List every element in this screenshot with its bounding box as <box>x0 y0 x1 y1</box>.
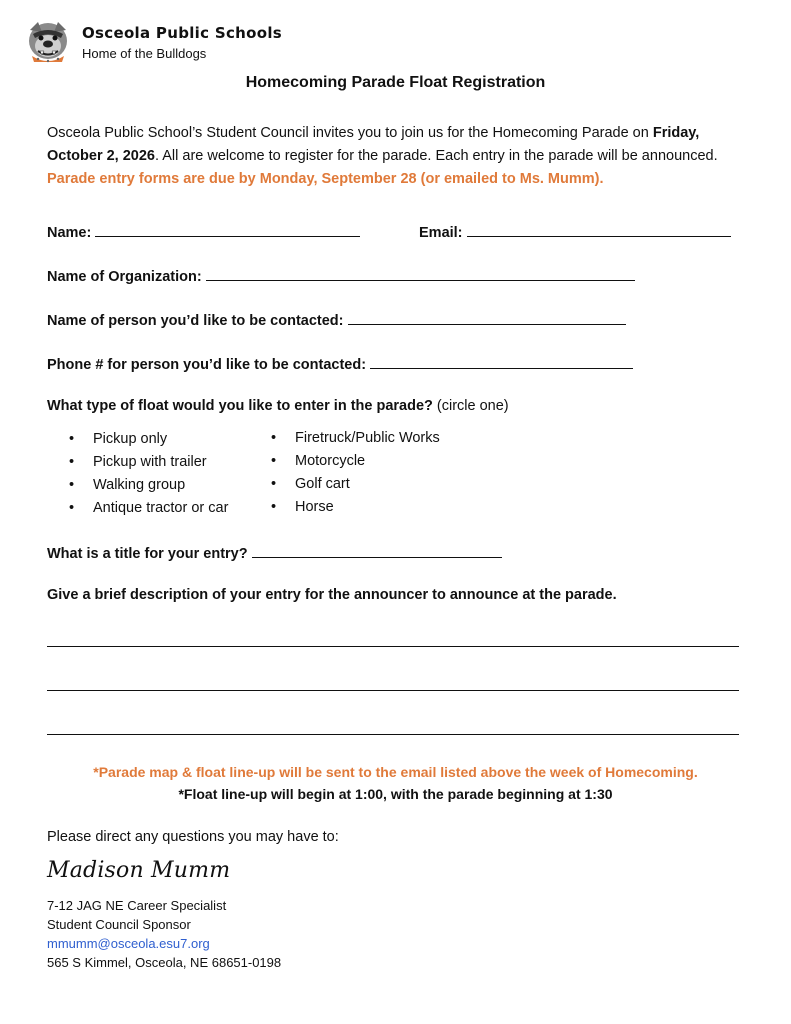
deadline-notice: Parade entry forms are due by Monday, September 28 (or emailed to Ms. Mumm). <box>47 171 604 187</box>
name-field[interactable] <box>47 222 360 241</box>
bullet-icon: • <box>271 499 277 515</box>
contact-person-input-line[interactable] <box>348 310 626 325</box>
entry-title-input-line[interactable] <box>252 543 502 558</box>
description-line-2[interactable] <box>47 690 739 691</box>
entry-title-label: What is a title for your entry? <box>47 546 248 562</box>
bullet-icon: • <box>271 430 277 446</box>
description-line-3[interactable] <box>47 734 739 735</box>
intro-paragraph <box>47 122 747 191</box>
email-field[interactable] <box>419 222 731 241</box>
bullet-icon: • <box>69 500 75 516</box>
contact-role: Student Council Sponsor <box>47 917 191 932</box>
description-prompt: Give a brief description of your entry for the announcer to announce at the parade. <box>47 587 617 603</box>
line-up-time-note: *Float line-up will begin at 1:00, with the parade beginning at 1:30 <box>178 786 613 802</box>
contact-person-label: Name of person you’d like to be contacted: <box>47 313 344 329</box>
organization-input-line[interactable] <box>206 266 635 281</box>
float-option[interactable]: • Firetruck/Public Works <box>249 427 440 450</box>
organization-label: Name of Organization: <box>47 269 202 285</box>
email-label: Email: <box>419 225 463 241</box>
phone-label: Phone # for person you’d like to be contacted: <box>47 357 367 373</box>
organization-field[interactable] <box>47 266 635 285</box>
bullet-icon: • <box>271 453 277 469</box>
entry-title-field[interactable] <box>47 543 502 562</box>
contact-title: 7-12 JAG NE Career Specialist <box>47 898 227 913</box>
float-type-question <box>47 398 509 414</box>
bullet-icon: • <box>69 431 75 447</box>
float-type-label: What type of float would you like to enter in the parade? <box>47 398 433 414</box>
contact-person-field[interactable] <box>47 310 626 329</box>
float-option[interactable]: • Horse <box>249 496 440 519</box>
intro-text-1: Osceola Public School’s Student Council invites you to join us for the Homecoming Parade on <box>47 125 653 141</box>
parade-map-note: *Parade map & float line-up will be sent to the email listed above the week of Homecoming. <box>93 764 698 780</box>
name-input-line[interactable] <box>95 222 360 237</box>
float-options-left <box>47 428 228 520</box>
description-line-1[interactable] <box>47 646 739 647</box>
float-option[interactable]: • Walking group <box>47 474 228 497</box>
email-input-line[interactable] <box>467 222 731 237</box>
school-tagline: Home of the Bulldogs <box>82 46 207 61</box>
float-option[interactable]: • Golf cart <box>249 473 440 496</box>
bulldog-mascot-icon <box>24 16 72 64</box>
questions-intro: Please direct any questions you may have to: <box>47 829 339 845</box>
float-options-right <box>249 427 440 519</box>
bullet-icon: • <box>271 476 277 492</box>
form-title: Homecoming Parade Float Registration <box>245 74 546 91</box>
phone-field[interactable] <box>47 354 633 373</box>
parade-date: Friday, October 2, 2026 <box>47 125 700 164</box>
contact-address: 565 S Kimmel, Osceola, NE 68651-0198 <box>47 955 282 970</box>
float-type-hint: (circle one) <box>436 398 509 414</box>
float-option[interactable]: • Pickup with trailer <box>47 451 228 474</box>
contact-block <box>47 896 281 972</box>
intro-text-2: . All are welcome to register for the parade. Each entry in the parade will be announced. <box>155 148 718 164</box>
phone-input-line[interactable] <box>370 354 633 369</box>
bullet-icon: • <box>69 477 75 493</box>
signature: Madison Mumm <box>47 858 231 883</box>
float-option[interactable]: • Antique tractor or car <box>47 497 228 520</box>
float-option[interactable]: • Pickup only <box>47 428 228 451</box>
contact-email-link[interactable]: mmumm@osceola.esu7.org <box>47 936 210 951</box>
name-label: Name: <box>47 225 92 241</box>
float-option[interactable]: • Motorcycle <box>249 450 440 473</box>
school-name: Osceola Public Schools <box>82 24 282 42</box>
bullet-icon: • <box>69 454 75 470</box>
